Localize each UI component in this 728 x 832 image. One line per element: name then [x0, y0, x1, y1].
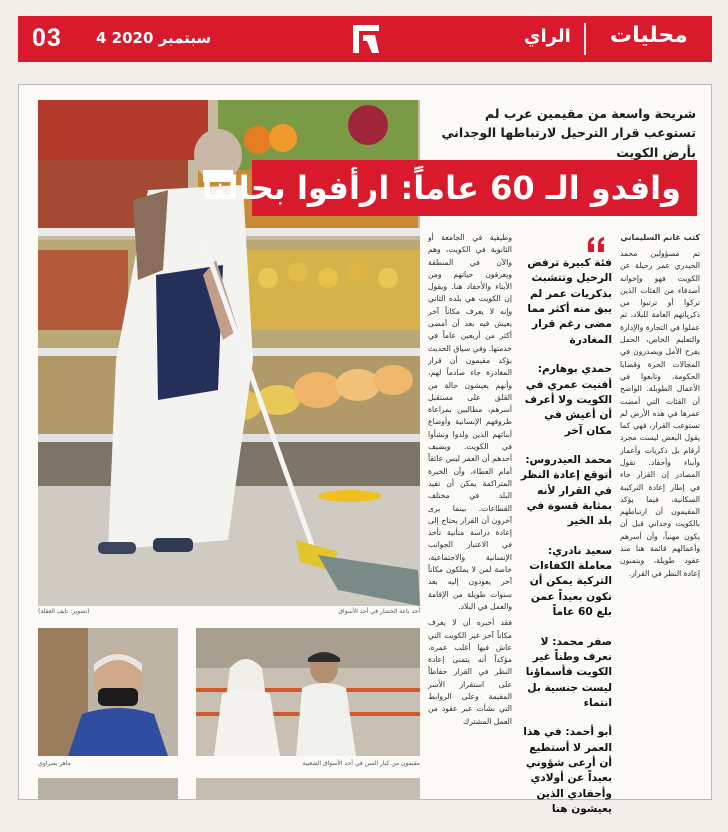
- article-byline: كتب غانم السليماني: [620, 233, 700, 242]
- pull-quote: صفر محمد: لا نعرف وطناً غير الكويت فأسماؤنا ليست جنسية بل انتماء: [525, 635, 612, 709]
- pull-quote: أبو أحمد: في هذا العمر لا أستطيع أن أرعى شؤوني بعيداً عن أولادي وأحفادي الذين يعيشون هنا: [523, 726, 612, 816]
- issue-date: 4 سبتمبر 2020: [96, 29, 212, 47]
- bottom-photo-right: [196, 778, 420, 800]
- headline-banner: [201, 160, 697, 216]
- portrait-photo: [38, 628, 178, 756]
- brand-name: الراي: [524, 26, 571, 47]
- page-number: 03: [32, 24, 62, 52]
- article-kicker: شريحة واسعة من مقيمين عرب لم تستوعب قرار الترحيل لارتباطها الوجداني بأرض الكويت: [441, 106, 696, 160]
- elderly-men-photo: [196, 628, 420, 756]
- article-headline: وافدو الـ 60 عاماً: ارأفوا بحالنا: [201, 169, 681, 207]
- body-text-bottom: فقد أخبره أن لا يعرف مكاناً آخر غير الكويت التي عاش فيها أغلب عمره، مؤكداً أنه يتمنى إعادة النظر في القرار حفاظاً على استقرار الأسر المقيمة وعلى الروابط التي نشأت عبر عقود من العمل المشترك: [428, 618, 512, 726]
- body-column-left: [428, 232, 512, 800]
- pull-quote: محمد العيدروس: أتوقع إعادة النظر في القرار لأنه بمثابة قسوة في بلد الخير: [520, 453, 612, 528]
- pull-quote: حمدي بوهارم: أفنيت عمري في الكويت ولا أعرف أن أعيش في مكان آخر: [524, 363, 612, 437]
- pull-quote: فئة كبيرة ترفض الرحيل وتتشبث بذكريات عمر لم يبق منه أكثر مما مضى رغم قرار المغادرة: [527, 257, 612, 346]
- section-title: محليات: [610, 23, 688, 48]
- portrait-photo-caption: ماهر بصراوي: [38, 760, 71, 767]
- main-photo-caption: [38, 608, 420, 615]
- newspaper-logo-icon: [350, 22, 382, 56]
- main-photo-credit: (تصوير: نايف العقلة): [38, 608, 90, 615]
- main-photo-caption-text: أحد باعة الخضار في أحد الأسواق: [338, 608, 420, 615]
- pull-quotes: [520, 256, 612, 832]
- bottom-photo-left: [38, 778, 178, 800]
- quote-mark-icon: [586, 236, 606, 252]
- header-divider: [584, 23, 586, 55]
- body-text-right: تم مسؤولين محمد الحيدري عمر رحيلة عن الكويت فهو وإخوانه أصدقاء من الفئات الذين تركوا أو ترتبوا من ذكرياتهم العامة للبلاد، ثم عملوا في التجارة والإدارة والتعليم الخاص، الحمل يفرح الأمل ويصدرون في المجالات الحرة وقضايا الحكومة، وتابعوا في الأعمال الطويلة. الواضح أن الفئات التي أمضت عمرها في هذه الأرض لم تستوعب القرار، فهي كما يقول البعض ليست مجرد أرقام بل ذكريات وأعمار وأبناء وأحفاد. تقول المصادر إن القرار جاء في إطار إعادة التركيبة السكانية، فيما يؤكد المقيمون أن ارتباطهم بالكويت وجداني قبل أن يكون مهنياً، وأن أسرهم وأعمالهم قائمة هنا منذ عقود طويلة، ويتمنون إعادة النظر في القرار.: [620, 248, 700, 578]
- elderly-men-photo-caption: مقيمون من كبار السن في أحد الأسواق الشعبية: [302, 760, 420, 767]
- page-header: [18, 16, 712, 62]
- body-text-left: وظيفية في الجامعة أو الثانوية في الكويت، وهم والآن في المنطقة ويعرفون حياتهم ومن الأبناء والأحفاد هنا. ويقول إن الكويت هي بلده الثاني وإنه لا يعرف مكاناً آخر يعيش فيه بعد أن أمضى أكثر من أربعين عاماً في خدمتها. وفي سياق الحديث يؤكد مقيمون أن قرار المغادرة جاء صادماً لهم، وأنهم يعيشون حالة من القلق على مستقبل أسرهم، مطالبين بمراعاة ظروفهم الإنسانية وأوضاع أبنائهم الذين ولدوا ونشأوا في الكويت. ويضيف أحدهم أن العمر ليس عائقاً أمام العطاء، وأن الخبرة المتراكمة يمكن أن تفيد البلد في مختلف القطاعات. بينما يرى آخرون أن القرار يحتاج إلى إعادة دراسة متأنية تأخذ في الاعتبار الجوانب الإنسانية والاجتماعية، خاصة لمن لا يملكون مكاناً آخر يعودون إليه بعد سنوات طويلة من الإقامة والعمل في البلاد.: [428, 233, 512, 611]
- body-column-right: [620, 232, 700, 792]
- pull-quote: سعيد نادري: معاملة الكفاءات التركية يمكن أن تكون بعيداً عمن بلغ 60 عاماً: [529, 544, 612, 619]
